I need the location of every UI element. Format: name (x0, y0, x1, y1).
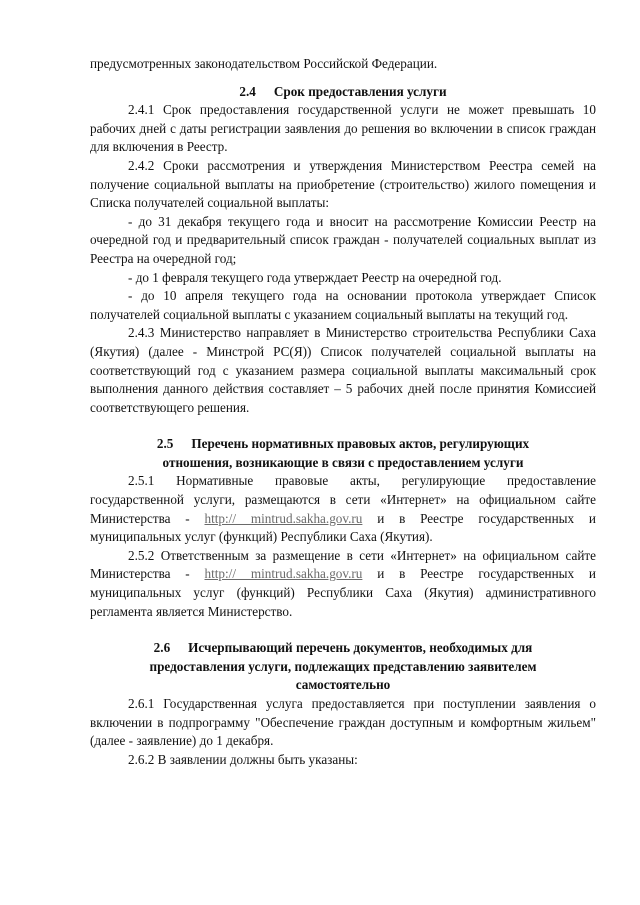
text-segment: 2.5.1 Нормативные правовые акты, регулирующие предоставление государственной услуги, размещаются в сети «Интернет» на официальном сайте Министерства - (90, 473, 596, 526)
paragraph-2-5-2 (90, 547, 596, 621)
paragraph-2-4-1: 2.4.1 Срок предоставления государственной услуги не может превышать 10 рабочих дней с даты регистрации заявления до решения во включении в список граждан для включения в Реестр. (90, 102, 596, 155)
text-segment: 2.5.2 Ответственным за размещение в сети «Интернет» на официальном сайте Министерства - (90, 547, 596, 582)
section-2-6-heading (90, 639, 596, 695)
section-2-5-heading (90, 435, 596, 472)
paragraph-2-5-1 (90, 472, 596, 546)
paragraph-2-4-3: 2.4.3 Министерство направляет в Министерство строительства Республики Саха (Якутия) (далее - Минстрой РС(Я)) Список получателей социальной выплаты на соответствующий год с указанием размера социальной выплаты максимальный срок выполнения данного действия составляет – 5 рабочих дней после принятия Комиссией соответствующего решения. (90, 325, 596, 415)
section-title-line1: Перечень нормативных правовых актов, регулирующих (191, 436, 530, 452)
paragraph-2-4-2: 2.4.2 Сроки рассмотрения и утверждения Министерством Реестра семей на получение социальной выплаты на приобретение (строительство) жилого помещения и Списка получателей социальной выплаты: (90, 157, 596, 211)
section-number: 2.6 (153, 640, 171, 656)
section-number: 2.5 (156, 436, 174, 452)
section-title-line2: предоставления услуги, подлежащих представлению заявителем (149, 658, 537, 674)
list-item-deadline-2: - до 1 февраля текущего года утверждает Реестр на очередной год. (128, 269, 502, 285)
text-segment: и в Реестре государственных и муниципальных услуг (функций) Республики Саха (Якутия) административного регламента является Министерство. (90, 566, 596, 619)
section-title-line2: отношения, возникающие в связи с предоставлением услуги (162, 454, 524, 470)
list-item-deadline-3: - до 10 апреля текущего года на основании протокола утверждает Список получателей социальной выплаты с указанием социальный выплаты на текущий год. (90, 288, 596, 322)
list-item-deadline-1: - до 31 декабря текущего года и вносит на рассмотрение Комиссии Реестр на очередной год и предварительный список граждан - получателей социальных выплат из Реестра на очередной год; (90, 213, 596, 266)
paragraph-2-6-2: 2.6.2 В заявлении должны быть указаны: (128, 751, 358, 767)
section-title-line3: самостоятельно (295, 677, 391, 693)
section-title-line1: Исчерпывающий перечень документов, необходимых для (188, 640, 533, 656)
section-title: Срок предоставления услуги (273, 83, 447, 99)
section-2-4-heading (90, 83, 596, 102)
text-segment: и в Реестре государственных и муниципальных услуг (функций) Республики Саха (Якутия). (90, 510, 596, 545)
lead-paragraph: предусмотренных законодательством Российской Федерации. (90, 56, 438, 71)
ministry-site-link[interactable]: http:// mintrud.sakha.gov.ru (204, 510, 363, 526)
section-number: 2.4 (239, 83, 256, 99)
ministry-site-link[interactable]: http:// mintrud.sakha.gov.ru (204, 566, 363, 582)
paragraph-2-6-1: 2.6.1 Государственная услуга предоставляется при поступлении заявления о включении в подпрограмму "Обеспечение граждан доступным и комфортным жильем" (далее - заявление) до 1 декабря. (90, 696, 596, 749)
